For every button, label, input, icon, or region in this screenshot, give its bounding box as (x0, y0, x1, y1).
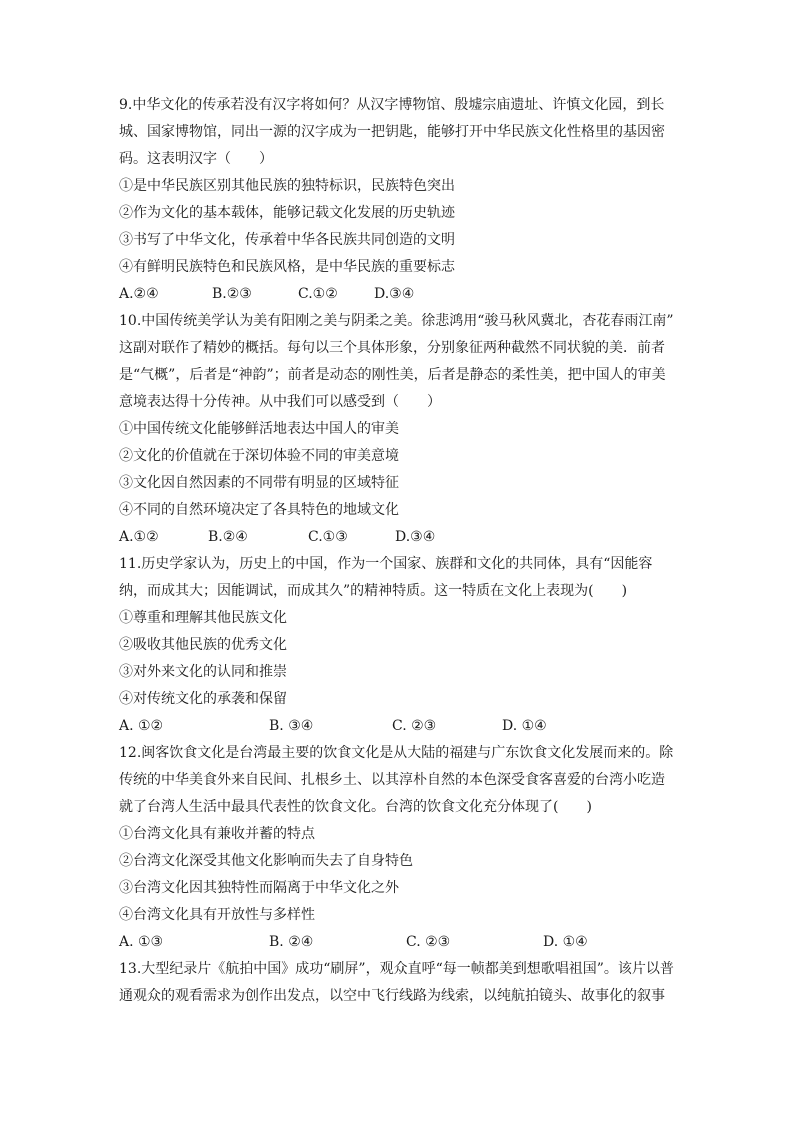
option-b: B.②④ (208, 529, 248, 545)
question-stem-line: 是“气概”，后者是“神韵”；前者是动态的刚性美，后者是静态的柔性美，把中国人的审美 (119, 367, 666, 383)
question-11 (119, 551, 679, 740)
question-stem-line: 就了台湾人生活中最具代表性的饮食文化。台湾的饮食文化充分体现了( ) (119, 799, 592, 815)
answer-options (119, 713, 679, 740)
option-c: C. ②③ (406, 934, 451, 950)
answer-options (119, 524, 679, 551)
statement-2: ②台湾文化深受其他文化影响而失去了自身特色 (119, 853, 413, 869)
exam-content (119, 92, 679, 1010)
question-stem-line: 11.历史学家认为，历史上的中国，作为一个国家、族群和文化的共同体，具有“因能容 (119, 556, 653, 572)
question-stem-line: 这副对联作了精妙的概括。每句以三个具体形象，分别象征两种截然不同状貌的美．前者 (119, 340, 665, 356)
question-stem-line: 纳，而成其大；因能调试，而成其久”的精神特质。这一特质在文化上表现为( ) (119, 583, 628, 599)
statement-2: ②文化的价值就在于深切体验不同的审美意境 (119, 448, 399, 464)
option-d: D. ①④ (502, 718, 547, 734)
question-stem-line: 12.闽客饮食文化是台湾最主要的饮食文化是从大陆的福建与广东饮食文化发展而来的。除 (119, 745, 674, 761)
statement-1: ①是中华民族区别其他民族的独特标识，民族特色突出 (119, 178, 455, 194)
option-b: B. ③④ (269, 718, 314, 734)
statement-3: ③台湾文化因其独特性而隔离于中华文化之外 (119, 880, 399, 896)
option-b: B. ②④ (269, 934, 314, 950)
answer-options (119, 929, 679, 956)
option-d: D.③④ (395, 529, 436, 545)
question-10 (119, 308, 679, 551)
statement-1: ①尊重和理解其他民族文化 (119, 610, 287, 626)
option-d: D. ①④ (543, 934, 588, 950)
question-13 (119, 956, 679, 1010)
question-9 (119, 92, 679, 308)
option-a: A.①② (119, 529, 159, 545)
option-d: D.③④ (374, 286, 415, 302)
option-b: B.②③ (212, 286, 252, 302)
option-a: A. ①② (119, 718, 164, 734)
question-stem-line: 通观众的观看需求为创作出发点，以空中飞行线路为线索，以纯航拍镜头、故事化的叙事 (119, 988, 665, 1004)
question-stem-line: 9.中华文化的传承若没有汉字将如何？从汉字博物馆、殷墟宗庙遗址、许慎文化园，到长 (119, 97, 665, 113)
statement-4: ④有鲜明民族特色和民族风格，是中华民族的重要标志 (119, 259, 455, 275)
statement-1: ①中国传统文化能够鲜活地表达中国人的审美 (119, 421, 399, 437)
question-stem-line: 10.中国传统美学认为美有阳刚之美与阴柔之美。徐悲鸿用“骏马秋风冀北，杏花春雨江南” (119, 313, 674, 329)
option-c: C.①② (298, 286, 338, 302)
statement-4: ④对传统文化的承袭和保留 (119, 691, 287, 707)
option-a: A.②④ (119, 286, 159, 302)
question-stem-line: 码。这表明汉字（ ） (119, 151, 273, 167)
question-stem-line: 传统的中华美食外来自民间、扎根乡土、以其淳朴自然的本色深受食客喜爱的台湾小吃造 (119, 772, 665, 788)
statement-4: ④不同的自然环境决定了各具特色的地域文化 (119, 502, 399, 518)
question-stem-line: 城、国家博物馆，同出一源的汉字成为一把钥匙，能够打开中华民族文化性格里的基因密 (119, 124, 665, 140)
option-c: C.①③ (308, 529, 348, 545)
answer-options (119, 281, 679, 308)
question-12 (119, 740, 679, 956)
statement-4: ④台湾文化具有开放性与多样性 (119, 907, 315, 923)
statement-3: ③文化因自然因素的不同带有明显的区域特征 (119, 475, 399, 491)
statement-1: ①台湾文化具有兼收并蓄的特点 (119, 826, 315, 842)
statement-3: ③对外来文化的认同和推崇 (119, 664, 287, 680)
question-stem-line: 13.大型纪录片《航拍中国》成功“刷屏”，观众直呼“每一帧都美到想歌唱祖国”。该片以普 (119, 961, 674, 977)
option-c: C. ②③ (392, 718, 437, 734)
statement-2: ②作为文化的基本载体，能够记载文化发展的历史轨迹 (119, 205, 455, 221)
statement-3: ③书写了中华文化，传承着中华各民族共同创造的文明 (119, 232, 455, 248)
question-stem-line: 意境表达得十分传神。从中我们可以感受到（ ） (119, 394, 441, 410)
option-a: A. ①③ (119, 934, 164, 950)
statement-2: ②吸收其他民族的优秀文化 (119, 637, 287, 653)
